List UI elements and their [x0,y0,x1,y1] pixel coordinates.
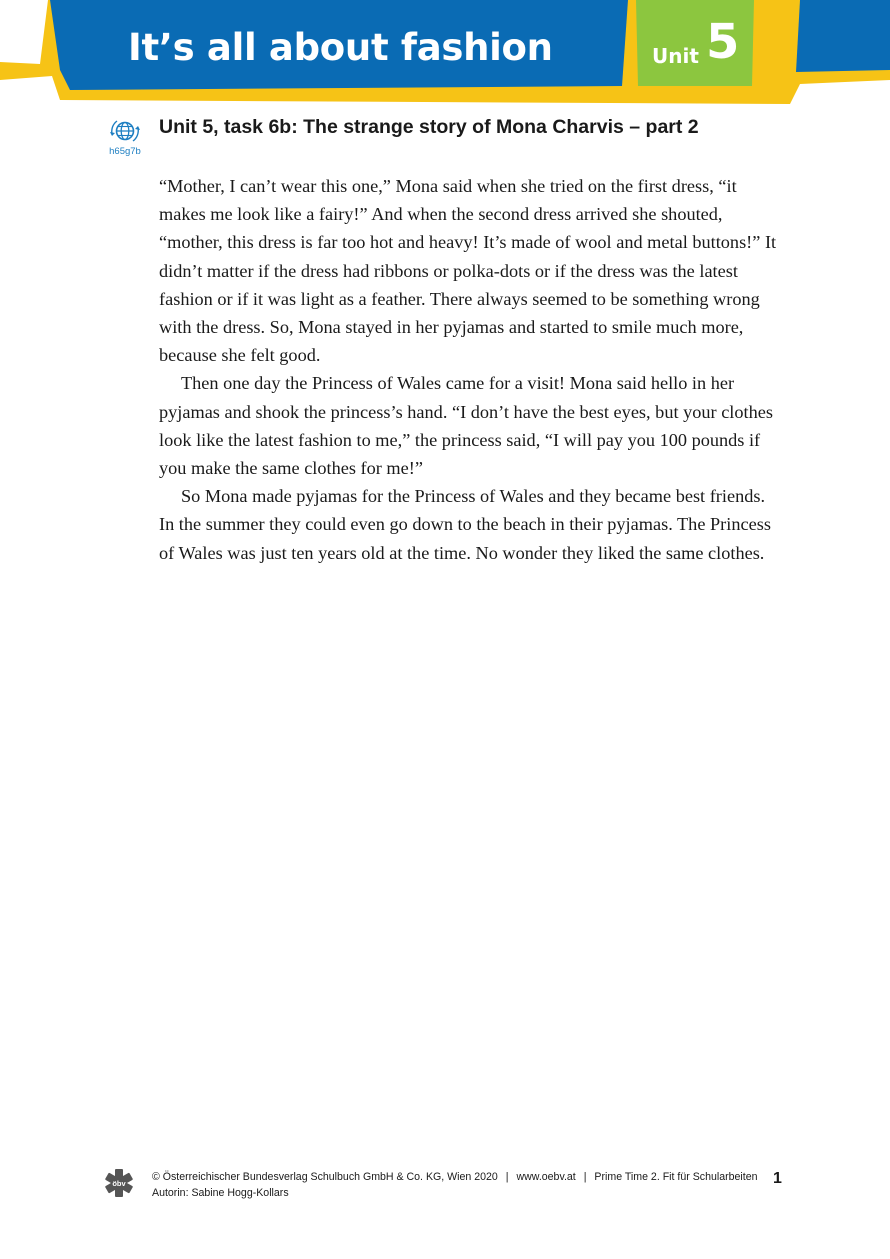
footer-separator: | [505,1171,509,1183]
page-number: 1 [773,1170,782,1187]
footer-separator: | [583,1171,587,1183]
story-paragraph: Then one day the Princess of Wales came for a visit! Mona said hello in her pyjamas and shook the princess’s hand. “I don’t have the best eyes, but your clothes look like the latest fashion to me,” the princess said, “I will pay you 100 pounds if you make the same clothes for me!” [159,373,773,479]
globe-arrows-icon [107,117,143,145]
footer-text [152,1169,758,1201]
logo-text: öbv [112,1179,126,1188]
header-banner [0,0,890,110]
story-paragraph: “Mother, I can’t wear this one,” Mona said when she tried on the first dress, “it makes me look like a fairy!” And when the second dress arrived she shouted, “mother, this dress is far too hot and heavy! It’s made of wool and metal buttons!” It didn’t matter if the dress had ribbons or polka-dots or if the dress was the latest fashion or if it was light as a feather. There always seemed to be something wrong with the dress. So, Mona stayed in her pyjamas and started to smile much more, because she felt good. [159,176,777,366]
webcode-text: h65g7b [109,146,141,157]
task-heading: Unit 5, task 6b: The strange story of Mona Charvis – part 2 [159,116,699,138]
unit-number: 5 [706,14,740,70]
book-title: Prime Time 2. Fit für Schularbeiten [594,1171,758,1183]
website-link[interactable]: www.oebv.at [516,1171,576,1183]
webcode-badge[interactable] [104,117,146,157]
copyright-text: © Österreichischer Bundesverlag Schulbuch GmbH & Co. KG, Wien 2020 [152,1171,498,1183]
oebv-logo-icon [104,1167,134,1199]
unit-label: Unit [652,44,699,68]
footer-line-1 [152,1169,758,1185]
story-paragraph: So Mona made pyjamas for the Princess of Wales and they became best friends. In the summer they could even go down to the beach in their pyjamas. The Princess of Wales was just ten years old at the time. No wonder they liked the same clothes. [159,486,771,563]
page-title: It’s all about fashion [128,26,553,69]
author-text: Autorin: Sabine Hogg-Kollars [152,1187,289,1199]
story-text [159,172,784,567]
